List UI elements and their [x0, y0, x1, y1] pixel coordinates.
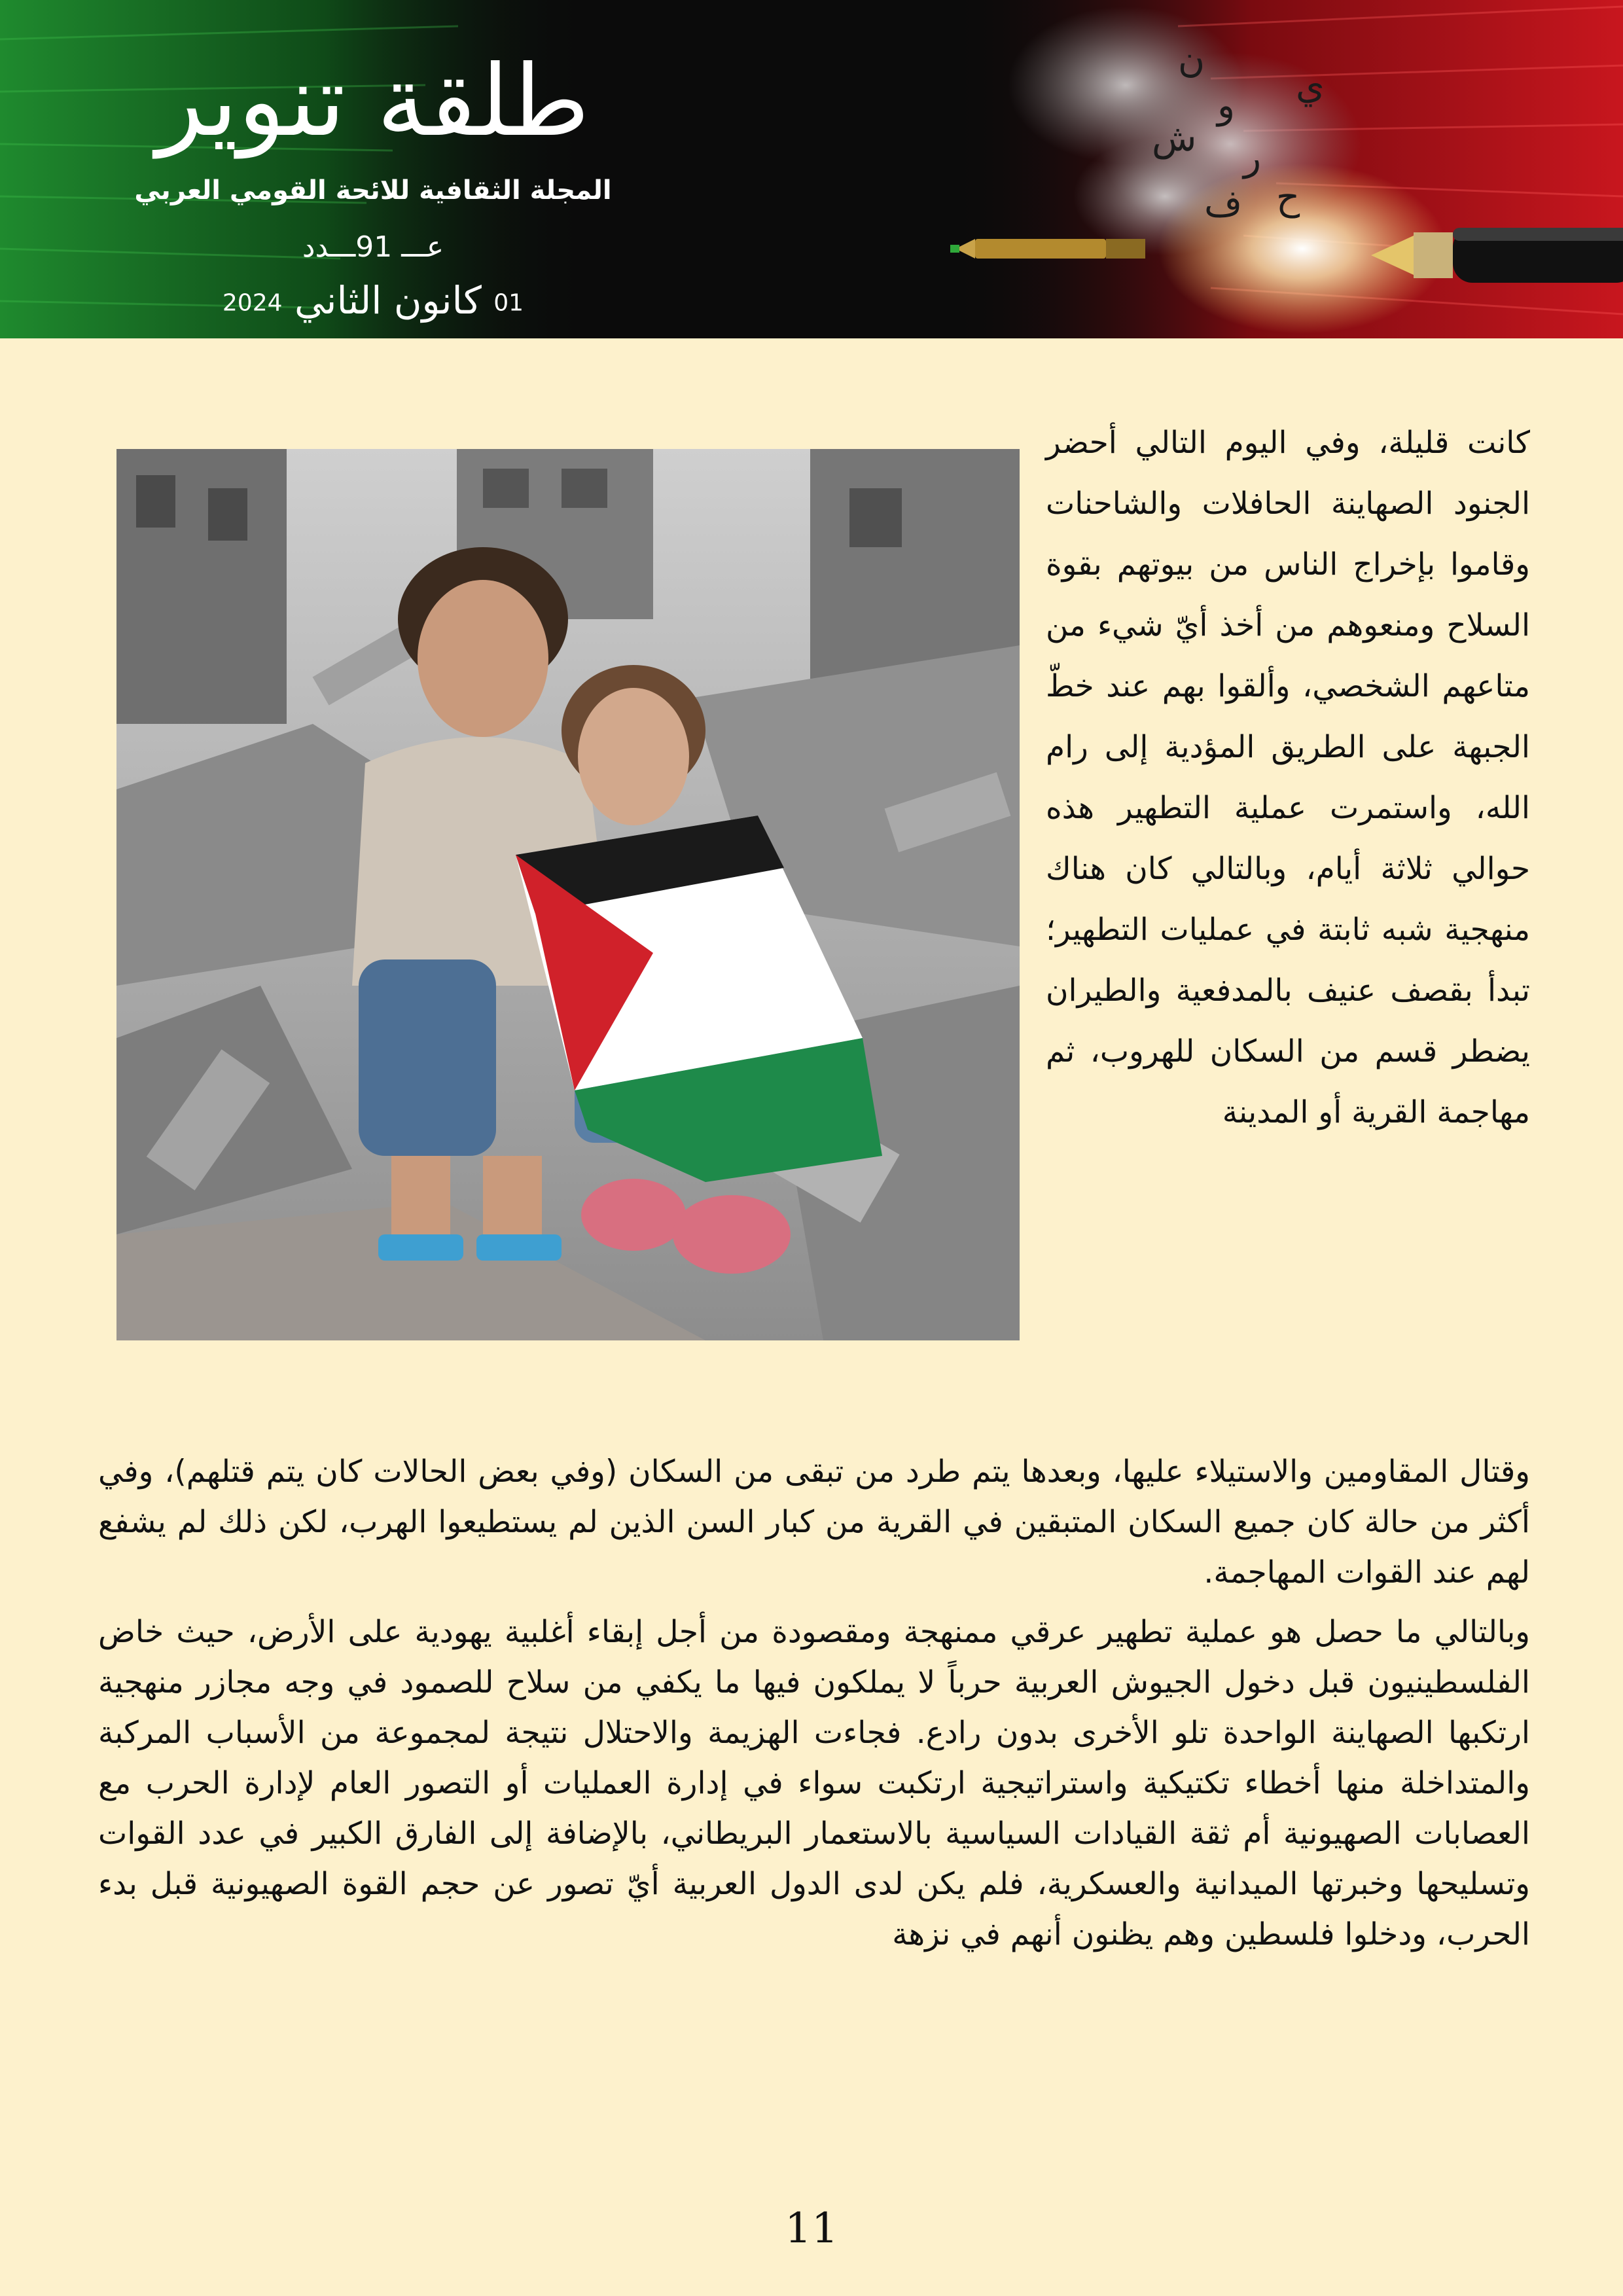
magazine-subtitle: المجلة الثقافية للائحة القومي العربي [134, 175, 612, 206]
article-column-paragraph: كانت قليلة، وفي اليوم التالي أحضر الجنود الصهاينة الحافلات والشاحنات وقاموا بإخراج الناس من بيوتهم بقوة السلاح ومنعوهم من أخذ أيّ شيء من متاعهم الشخصي، وألقوا بهم عند خطّ الجبهة على الطريق المؤدية إلى رام الله، واستمرت عملية التطهير هذه حوالي ثلاثة أيام، وبالتالي كان هناك منهجية شبه ثابتة في عمليات التطهير؛ تبدأ بقصف عنيف بالمدفعية والطيران يضطر قسم من السكان للهروب، ثم مهاجمة القرية أو المدينة [1046, 425, 1530, 1130]
article-paragraph-1: وقتال المقاومين والاستيلاء عليها، وبعدها يتم طرد من تبقى من السكان (وفي بعض الحالات كان يتم قتلهم)، وفي أكثر من حالة كان جميع السكان المتبقين في القرية من كبار السن الذين لم يستطيعوا الهرب، لكن ذلك لم يشفع لهم عند القوات المهاجمة. [98, 1454, 1530, 1590]
svg-text:ي: ي [1296, 65, 1325, 107]
svg-text:و: و [1217, 84, 1236, 127]
svg-text:ن: ن [1178, 39, 1205, 81]
photo-children-with-palestinian-flag-icon [116, 449, 1020, 1340]
page-number: 11 [785, 2204, 838, 2253]
magazine-title: طلقة تنوير [156, 45, 590, 158]
article-paragraph-2: وبالتالي ما حصل هو عملية تطهير عرقي ممنهجة ومقصودة من أجل إبقاء أغلبية يهودية على الأرض، حيث خاض الفلسطينيون قبل دخول الجيوش العربية حرباً لا يملكون فيها ما يكفي من سلاح للصمود في وجه مجازر منهجية ارتكبها الصهاينة الواحدة تلو الأخرى بدون رادع. فجاءت الهزيمة والاحتلال نتيجة لمجموعة من الأسباب المركبة والمتداخلة منها أخطاء تكتيكية واستراتيجية ارتكبت سواء في إدارة العمليات أو التصور العام لإدارة الحرب مع العصابات الصهيونية أم ثقة القيادات السياسية بالاستعمار البريطاني، بالإضافة إلى الفارق الكبير في عدد القوات وتسليحها وخبرتها الميدانية والعسكرية، فلم يكن لدى الدول العربية أيّ تصور عن حجم القوة الصهيونية قبل بدء الحرب، ودخلوا فلسطين وهم يظنون أنهم في نزهة [98, 1614, 1530, 1952]
magazine-header [0, 0, 1623, 338]
issue-number: عـــ 91ـــدد [302, 230, 444, 264]
date-year: 2024 [222, 289, 283, 317]
svg-text:ح: ح [1276, 176, 1300, 219]
date-day: 01 [493, 289, 524, 317]
article-column-text [1046, 412, 1530, 1143]
article-photo [116, 449, 1020, 1340]
bullet-icon [950, 239, 1145, 259]
article-full-width-text [98, 1446, 1530, 1969]
date-month: كانون الثاني [294, 278, 482, 323]
svg-text:ر: ر [1243, 137, 1262, 179]
svg-text:ش: ش [1152, 117, 1197, 160]
issue-date [111, 278, 635, 323]
svg-text:ف: ف [1204, 183, 1243, 225]
